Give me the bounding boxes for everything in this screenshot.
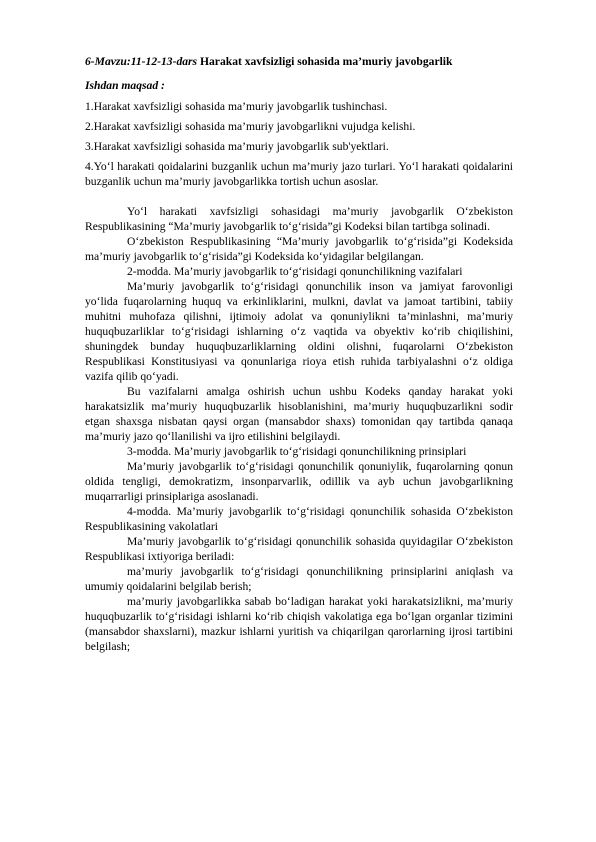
- objective-item: 3.Harakat xavfsizligi sohasida ma’muriy javobgarlik sub'yektlari.: [85, 140, 389, 153]
- spacer: [85, 194, 513, 204]
- body-paragraph: Yo‘l harakati xavfsizligi sohasidagi ma’muriy javobgarlik O‘zbekiston Respublikasining “Ma’muriy javobgarlik to‘g‘risida”gi Kodeksi bilan tartibga solinadi.: [85, 205, 513, 233]
- objective-item: 2.Harakat xavfsizligi sohasida ma’muriy javobgarlikni vujudga kelishi.: [85, 120, 416, 133]
- article-heading: 3-modda. Ma’muriy javobgarlik to‘g‘risidagi qonunchilikning prinsiplari: [127, 445, 467, 458]
- body-paragraph: Ma’muriy javobgarlik to‘g‘risidagi qonunchilik sohasida quyidagilar O‘zbekiston Respublikasi ixtiyoriga beriladi:: [85, 535, 513, 563]
- body-paragraph: Bu vazifalarni amalga oshirish uchun ushbu Kodeks qanday harakat yoki harakatsizlik ma’muriy huquqbuzarlik hisoblanishini, ma’muriy huquqbuzarlikni sodir etgan shaxsga nisbatan qaysi organ (mansabdor shaxs) tomonidan qay tartibda qanaqa ma’muriy jazo qo‘llanilishi va ijro etilishini belgilaydi.: [85, 385, 513, 443]
- list-paragraph: ma’muriy javobgarlik to‘g‘risidagi qonunchilikning prinsiplarini aniqlash va umumiy qoidalarini belgilab berish;: [85, 565, 513, 593]
- article-heading: 2-modda. Ma’muriy javobgarlik to‘g‘risidagi qonunchilikning vazifalari: [127, 265, 463, 278]
- topic-title: Harakat xavfsizligi sohasida ma’muriy javobgarlik: [199, 55, 453, 68]
- document-title: [85, 54, 513, 69]
- list-paragraph: ma’muriy javobgarlikka sabab bo‘ladigan harakat yoki harakatsizlikni, ma’muriy huquqbuzarlik to‘g‘risidagi ishlarni ko‘rib chiqish vakolatiga ega bo‘lgan organlar tizimini (mansabdor shaxslarni), mazkur ishlarni yuritish va chiqarilgan qarorlarning ijrosi tartibini belgilash;: [85, 595, 513, 653]
- body-paragraph: Ma’muriy javobgarlik to‘g‘risidagi qonunchilik inson va jamiyat farovonligi yo‘lida fuqarolarning huquq va erkinliklarini, mulkni, davlat va jamoat tartibini, tabiiy muhitni muhofaza qilishni, ijtimoiy adolat va qonuniylikni ta’minlashni, ma’muriy huquqbuzarliklar to‘g‘risidagi ishlarning o‘z vaqtida va obyektiv ko‘rib chiqilishini, shuningdek bunday huquqbuzarliklarning oldini olishni, fuqarolarni O‘zbekiston Respublikasi Konstitusiyasi va qonunlariga rioya etish ruhida tarbiyalashni o‘z oldiga vazifa qilib qo‘yadi.: [85, 280, 513, 383]
- objective-item: 1.Harakat xavfsizligi sohasida ma’muriy javobgarlik tushinchasi.: [85, 100, 388, 113]
- body-paragraph: O‘zbekiston Respublikasining “Ma’muriy javobgarlik to‘g‘risida”gi Kodeksida ma’muriy javobgarlik to‘g‘risida”gi Kodeksida ko‘yidagilar belgilangan.: [85, 235, 513, 263]
- document-page: [85, 54, 513, 654]
- body-paragraph: Ma’muriy javobgarlik to‘g‘risidagi qonunchilik qonuniylik, fuqarolarning qonun oldida tengligi, demokratizm, insonparvarlik, odillik va ayb uchun javobgarlikning muqarrarligi prinsiplariga asoslanadi.: [85, 460, 513, 503]
- objective-item: 4.Yo‘l harakati qoidalarini buzganlik uchun ma’muriy jazo turlari. Yo‘l harakati qoidalarini buzganlik uchun ma’muriy javobgarlikka tortish uchun asoslar.: [85, 160, 513, 188]
- lesson-number: 6-Mavzu:11-12-13-dars: [85, 55, 198, 68]
- objectives-heading: Ishdan maqsad :: [85, 79, 165, 92]
- article-heading: 4-modda. Ma’muriy javobgarlik to‘g‘risidagi qonunchilik sohasida O‘zbekiston Respublikasining vakolatlari: [85, 505, 513, 533]
